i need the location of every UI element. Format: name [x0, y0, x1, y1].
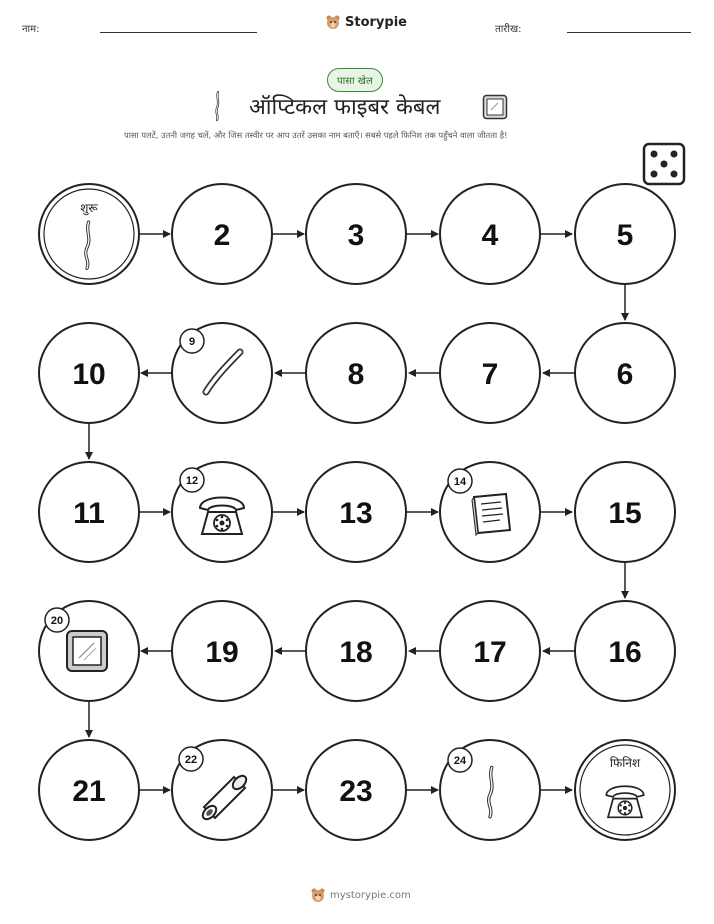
space-number: 10: [72, 358, 106, 391]
space-badge: 24: [453, 755, 467, 767]
space-number: 21: [72, 775, 106, 808]
space-6[interactable]: [575, 323, 675, 423]
date-label: तारीख:: [495, 24, 522, 35]
instructions: पासा पलटें, उतनी जगह चलें, और जिस तस्वीर पर आप उतरें उसका नाम बताएँ। सबसे पहले फिनिश तक पहुँचने वाला जीतता है!: [124, 130, 508, 140]
space-17[interactable]: [440, 601, 540, 701]
space-22[interactable]: [172, 740, 272, 840]
space-11[interactable]: [39, 462, 139, 562]
space-9[interactable]: [172, 323, 272, 423]
space-14[interactable]: [440, 462, 540, 562]
space-badge: 14: [453, 476, 467, 488]
space-number: 7: [481, 358, 499, 391]
telephone-icon: [200, 498, 244, 535]
space-number: 5: [616, 219, 634, 252]
game-type-badge: पासा खेल: [327, 68, 383, 92]
space-24[interactable]: [440, 740, 540, 840]
space-number: 6: [616, 358, 634, 391]
space-5[interactable]: [575, 184, 675, 284]
space-18[interactable]: [306, 601, 406, 701]
space-number: 13: [339, 497, 373, 530]
telephone-icon: [606, 786, 643, 817]
footer: [310, 887, 411, 903]
space-23[interactable]: [306, 740, 406, 840]
mirror-icon: [67, 631, 107, 671]
space-2[interactable]: [172, 184, 272, 284]
space-number: 2: [213, 219, 231, 252]
space-4[interactable]: [440, 184, 540, 284]
page-title: ऑप्टिकल फाइबर केबल: [249, 95, 441, 120]
space-number: 4: [481, 219, 499, 252]
start-label: शुरू: [80, 201, 98, 215]
space-badge: 22: [184, 754, 198, 766]
space-13[interactable]: [306, 462, 406, 562]
space-number: 8: [347, 358, 365, 391]
document-icon: [472, 494, 510, 535]
finish-label: फिनिश: [609, 756, 641, 770]
space-number: 15: [608, 497, 642, 530]
space-12[interactable]: [172, 462, 272, 562]
brand-name: Storypie: [345, 14, 407, 30]
bear-icon: [310, 887, 326, 903]
space-number: 17: [473, 636, 507, 669]
space-number: 11: [73, 497, 105, 530]
space-badge: 9: [188, 336, 196, 348]
space-badge: 20: [50, 615, 64, 627]
space-16[interactable]: [575, 601, 675, 701]
space-8[interactable]: [306, 323, 406, 423]
space-15[interactable]: [575, 462, 675, 562]
space-number: 23: [339, 775, 373, 808]
space-21[interactable]: [39, 740, 139, 840]
finish-space[interactable]: [575, 740, 675, 840]
start-space[interactable]: [39, 184, 139, 284]
space-number: 19: [205, 636, 239, 669]
space-7[interactable]: [440, 323, 540, 423]
space-19[interactable]: [172, 601, 272, 701]
space-number: 16: [608, 636, 642, 669]
space-number: 3: [347, 219, 365, 252]
space-10[interactable]: [39, 323, 139, 423]
space-badge: 12: [185, 475, 199, 487]
space-3[interactable]: [306, 184, 406, 284]
space-number: 18: [339, 636, 373, 669]
footer-url[interactable]: mystorypie.com: [330, 889, 411, 901]
name-label: नाम:: [22, 24, 40, 35]
space-20[interactable]: [39, 601, 139, 701]
